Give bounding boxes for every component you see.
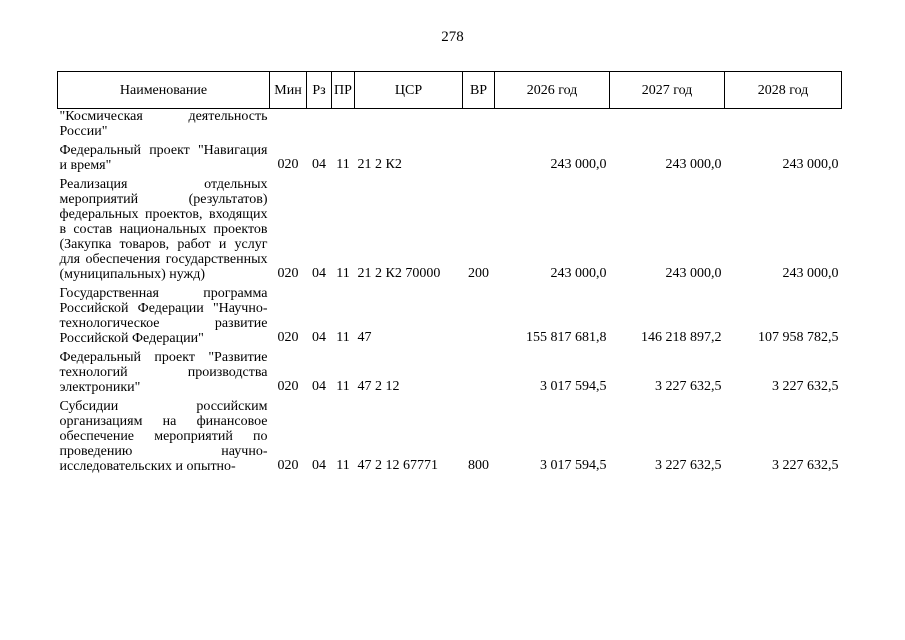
row-vr: 800 (468, 458, 489, 473)
row-csr (355, 109, 463, 144)
row-min: 020 (277, 458, 299, 473)
header-2026: 2026 год (495, 72, 610, 109)
row-2027: 3 227 632,5 (655, 379, 722, 394)
row-2026: 243 000,0 (550, 266, 607, 281)
row-2027: 243 000,0 (665, 157, 722, 172)
row-pr: 11 (336, 157, 350, 172)
row-2028: 3 227 632,5 (772, 458, 839, 473)
row-pr: 11 (336, 330, 350, 345)
row-min: 020 (277, 330, 299, 345)
row-rz (307, 109, 332, 144)
header-2028: 2028 год (725, 72, 842, 109)
row-2026: 3 017 594,5 (540, 379, 607, 394)
row-vr (463, 350, 495, 399)
row-min (270, 109, 307, 144)
table-row (58, 109, 842, 144)
row-csr: 47 (357, 330, 372, 345)
row-csr: 21 2 К2 70000 (357, 266, 441, 281)
header-2027: 2027 год (610, 72, 725, 109)
header-name: Наименование (58, 72, 270, 109)
row-rz: 04 (312, 157, 326, 172)
row-2027: 3 227 632,5 (655, 458, 722, 473)
row-2028: 3 227 632,5 (772, 379, 839, 394)
row-pr: 11 (336, 379, 350, 394)
row-2026: 155 817 681,8 (526, 330, 607, 345)
row-rz: 04 (312, 330, 326, 345)
header-min: Мин (270, 72, 307, 109)
row-2027: 146 218 897,2 (641, 330, 722, 345)
header-vr: ВР (463, 72, 495, 109)
header-pr: ПР (332, 72, 355, 109)
row-name: Федеральный проект "Навигация и время" (59, 143, 268, 173)
row-2028: 107 958 782,5 (758, 330, 839, 345)
row-pr (332, 109, 355, 144)
row-2028 (725, 109, 842, 144)
row-name: Субсидии российским организациям на финансовое обеспечение мероприятий по проведению научно-исследовательских и опытно- (59, 399, 268, 474)
row-rz: 04 (312, 379, 326, 394)
row-2026: 243 000,0 (550, 157, 607, 172)
table-row (58, 286, 842, 350)
row-vr: 200 (468, 266, 489, 281)
row-vr (463, 286, 495, 350)
row-2026 (495, 109, 610, 144)
row-name: Государственная программа Российской Федерации "Научно-технологическое развитие Российской Федерации" (59, 286, 268, 346)
row-name: Федеральный проект "Развитие технологий производства электроники" (59, 350, 268, 395)
table-row (58, 399, 842, 478)
row-csr: 47 2 12 (357, 379, 400, 394)
row-name: "Космическая деятельность России" (59, 109, 268, 139)
row-min: 020 (277, 379, 299, 394)
row-rz: 04 (312, 266, 326, 281)
row-pr: 11 (336, 266, 350, 281)
row-min: 020 (277, 266, 299, 281)
row-min: 020 (277, 157, 299, 172)
budget-table (57, 71, 842, 478)
header-csr: ЦСР (355, 72, 463, 109)
row-2028: 243 000,0 (782, 157, 839, 172)
row-2028: 243 000,0 (782, 266, 839, 281)
row-pr: 11 (336, 458, 350, 473)
row-2026: 3 017 594,5 (540, 458, 607, 473)
header-rz: Рз (307, 72, 332, 109)
table-row (58, 350, 842, 399)
row-name: Реализация отдельных мероприятий (результатов) федеральных проектов, входящих в состав национальных проектов (Закупка товаров, работ и услуг для обеспечения государственных (муниципальных) нужд) (59, 177, 268, 282)
row-vr (463, 143, 495, 177)
table-header-row (58, 72, 842, 109)
row-2027 (610, 109, 725, 144)
page-number: 278 (441, 29, 464, 45)
row-rz: 04 (312, 458, 326, 473)
row-vr (463, 109, 495, 144)
row-csr: 47 2 12 67771 (357, 458, 438, 473)
row-2027: 243 000,0 (665, 266, 722, 281)
row-csr: 21 2 К2 (357, 157, 402, 172)
table-row (58, 177, 842, 286)
table-row (58, 143, 842, 177)
